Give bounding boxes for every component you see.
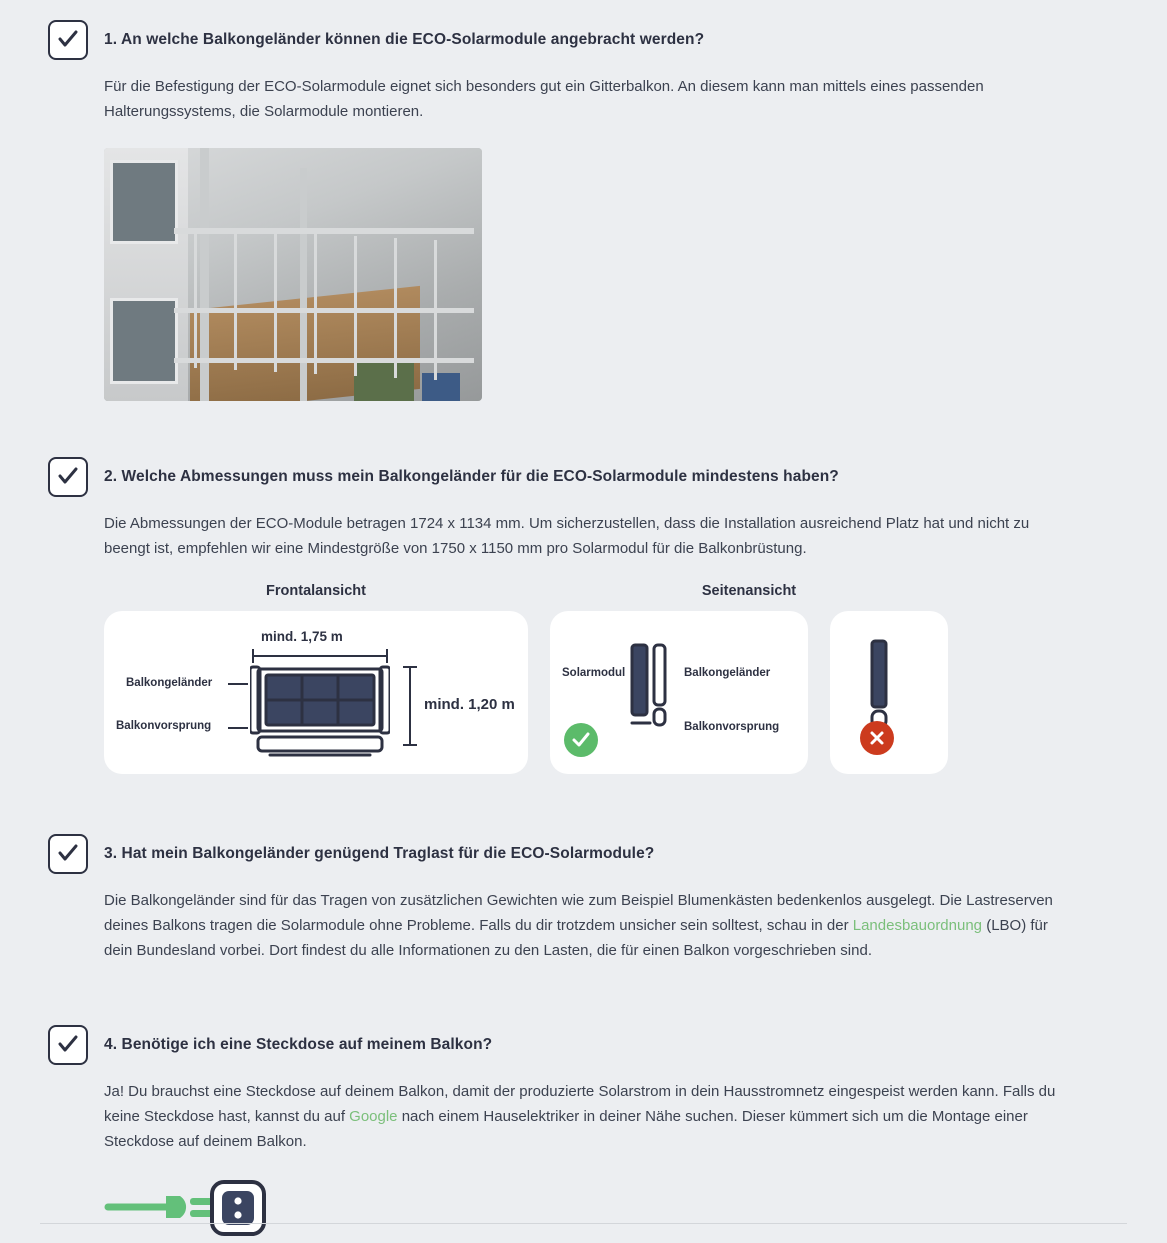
faq-page <box>0 20 1167 1242</box>
landesbauordnung-link[interactable]: Landesbauordnung <box>852 917 983 934</box>
front-height-label: mind. 1,20 m <box>424 696 515 713</box>
side-view-cards <box>550 611 948 774</box>
google-link[interactable]: Google <box>349 1108 398 1125</box>
faq-item-4 <box>40 1025 1127 1238</box>
front-view-card <box>104 611 528 774</box>
side-view-heading: Seitenansicht <box>701 583 797 599</box>
photo-window <box>110 160 178 244</box>
side-label-railing: Balkongeländer <box>684 667 771 679</box>
faq-answer-3 <box>104 888 1079 963</box>
front-label-railing: Balkongeländer <box>126 677 213 689</box>
balcony-photo <box>104 148 482 401</box>
faq-question-3: 3. Hat mein Balkongeländer genügend Traglast für die ECO-Solarmodule? <box>104 845 655 862</box>
dimension-diagrams <box>104 583 1127 774</box>
photo-railing <box>174 208 474 401</box>
cross-icon <box>860 721 894 755</box>
checkbox-icon-4 <box>48 1025 88 1065</box>
side-label-module: Solarmodul <box>562 667 626 679</box>
checkbox-icon-1 <box>48 20 88 60</box>
faq-answer-3-part2: (LBO) für dein Bundesland vorbei. Dort findest du alle Informationen zu den Lasten, die für einen Balkon vorgeschrieben sind. <box>104 917 1048 959</box>
front-width-label: mind. 1,75 m <box>261 629 343 644</box>
section-divider <box>40 1223 1127 1224</box>
checkbox-icon-2 <box>48 457 88 497</box>
faq-answer-2: Die Abmessungen der ECO-Module betragen 1724 x 1134 mm. Um sicherzustellen, dass die Installation ausreichend Platz hat und nicht zu beengt ist, empfehlen wir eine Mindestgröße von 1750 x 1150 mm pro Solarmodul für die Balkonbrüstung. <box>104 515 1030 557</box>
side-view-column <box>550 583 948 774</box>
side-view-card-incorrect <box>830 611 948 774</box>
faq-item-3 <box>40 834 1127 963</box>
faq-item-1 <box>40 20 1127 401</box>
faq-answer-3-part1: Die Balkongeländer sind für das Tragen von zusätzlichen Gewichten wie zum Beispiel Blumenkästen bedenkenlos ausgelegt. Die Lastreserven deines Balkons tragen die Solarmodule ohne Probleme. Falls du dir trotzdem unsicher sein solltest, schau in der <box>104 892 1053 934</box>
check-icon <box>564 723 598 757</box>
checkbox-icon-3 <box>48 834 88 874</box>
faq-item-2 <box>40 457 1127 774</box>
faq-question-2: 2. Welche Abmessungen muss mein Balkongeländer für die ECO-Solarmodule mindestens haben? <box>104 468 839 485</box>
faq-question-1: 1. An welche Balkongeländer können die ECO-Solarmodule angebracht werden? <box>104 31 705 48</box>
side-label-overhang: Balkonvorsprung <box>684 721 780 733</box>
faq-answer-4 <box>104 1079 1079 1154</box>
plug-icon <box>104 1176 324 1238</box>
front-railing-drawing <box>250 663 390 773</box>
front-label-overhang: Balkonvorsprung <box>116 720 212 732</box>
faq-answer-1: Für die Befestigung der ECO-Solarmodule eignet sich besonders gut ein Gitterbalkon. An diesem kann man mittels eines passenden Halterungssystems, die Solarmodule montieren. <box>104 78 984 120</box>
photo-window <box>110 298 178 384</box>
side-view-card-correct <box>550 611 808 774</box>
faq-answer-4-part2: nach einem Hauselektriker in deiner Nähe suchen. Dieser kümmert sich um die Montage einer Steckdose auf deinem Balkon. <box>104 1108 1028 1150</box>
faq-question-4: 4. Benötige ich eine Steckdose auf meinem Balkon? <box>104 1036 493 1053</box>
faq-answer-4-part1: Ja! Du brauchst eine Steckdose auf deinem Balkon, damit der produzierte Solarstrom in dein Hausstromnetz eingespeist werden kann. Falls du keine Steckdose hast, kannst du auf <box>104 1083 1056 1125</box>
side-correct-drawing <box>628 643 692 739</box>
front-view-column <box>104 583 528 774</box>
plug-socket-graphic <box>104 1176 324 1238</box>
front-view-heading: Frontalansicht <box>266 583 366 599</box>
